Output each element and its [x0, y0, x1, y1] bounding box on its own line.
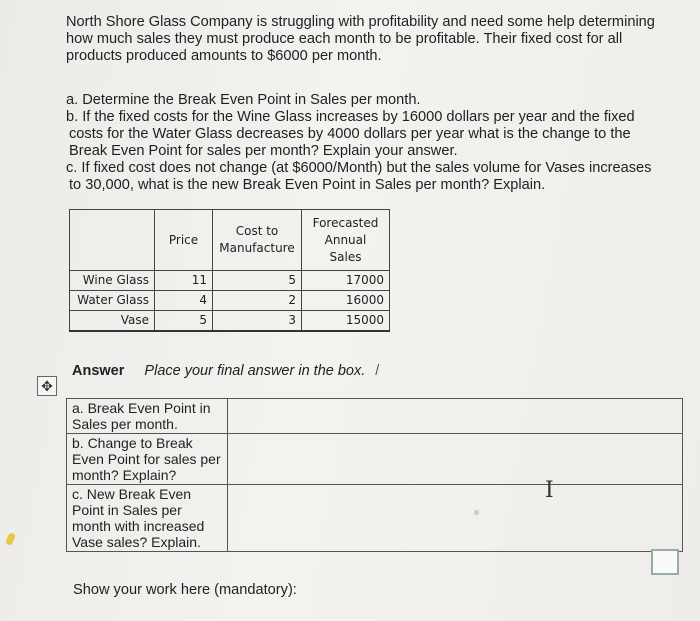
move-icon[interactable]: ✥: [37, 376, 57, 396]
problem-statement: [66, 14, 666, 65]
resize-handle-icon[interactable]: [651, 549, 679, 575]
answer-instruction: Place your final answer in the box.: [144, 363, 366, 379]
show-work-label: Show your work here (mandatory):: [73, 582, 297, 598]
answer-row: [67, 434, 683, 485]
answer-question-b: b. Change to Break Even Point for sales per month? Explain?: [67, 434, 228, 485]
answer-heading: [72, 363, 379, 379]
answer-label: Answer: [72, 363, 125, 379]
part-a: a. Determine the Break Even Point in Sales per month.: [66, 92, 421, 108]
answer-input-a[interactable]: [228, 399, 683, 434]
cell-sales: 17000: [302, 271, 390, 291]
answer-input-c[interactable]: [228, 485, 683, 552]
cell-item: Wine Glass: [70, 271, 155, 291]
answer-row: [67, 485, 683, 552]
stray-dot: [474, 510, 479, 515]
cell-sales: 16000: [302, 291, 390, 311]
cell-item: Water Glass: [70, 291, 155, 311]
cell-cost: 5: [213, 271, 302, 291]
header-sales: Forecasted Annual Sales: [302, 210, 390, 271]
part-b-line-3: Break Even Point for sales per month? Explain your answer.: [69, 143, 458, 159]
part-b-line-2: costs for the Water Glass decreases by 4000 dollars per year what is the change to the: [69, 126, 631, 142]
product-data-table: [69, 209, 390, 332]
part-c-line-2: to 30,000, what is the new Break Even Point in Sales per month? Explain.: [69, 177, 546, 193]
cell-cost: 2: [213, 291, 302, 311]
cell-price: 5: [155, 311, 213, 332]
answer-table: [66, 398, 683, 552]
pen-mark: [5, 532, 16, 546]
table-row: [70, 271, 390, 291]
answer-row: [67, 399, 683, 434]
table-row: [70, 311, 390, 332]
table-row: [70, 291, 390, 311]
part-c-line-1: c. If fixed cost does not change (at $6000/Month) but the sales volume for Vases increases: [66, 160, 652, 176]
problem-parts: [66, 92, 666, 194]
cell-item: Vase: [70, 311, 155, 332]
problem-intro: North Shore Glass Company is struggling with profitability and need some help determining how much sales they must produce each month to be profitable. Their fixed cost for all products produced amounts to $6000 per month.: [66, 14, 655, 64]
caret-mark: /: [375, 363, 380, 379]
table-header-row: [70, 210, 390, 271]
answer-question-c: c. New Break Even Point in Sales per month with increased Vase sales? Explain.: [67, 485, 228, 552]
part-b-line-1: b. If the fixed costs for the Wine Glass increases by 16000 dollars per year and the fixed: [66, 109, 635, 125]
text-cursor-icon: I: [545, 478, 554, 503]
cell-cost: 3: [213, 311, 302, 332]
header-cost: Cost to Manufacture: [213, 210, 302, 271]
header-item: [70, 210, 155, 271]
answer-input-b[interactable]: [228, 434, 683, 485]
cell-sales: 15000: [302, 311, 390, 332]
header-price: Price: [155, 210, 213, 271]
cell-price: 4: [155, 291, 213, 311]
answer-question-a: a. Break Even Point in Sales per month.: [67, 399, 228, 434]
cell-price: 11: [155, 271, 213, 291]
